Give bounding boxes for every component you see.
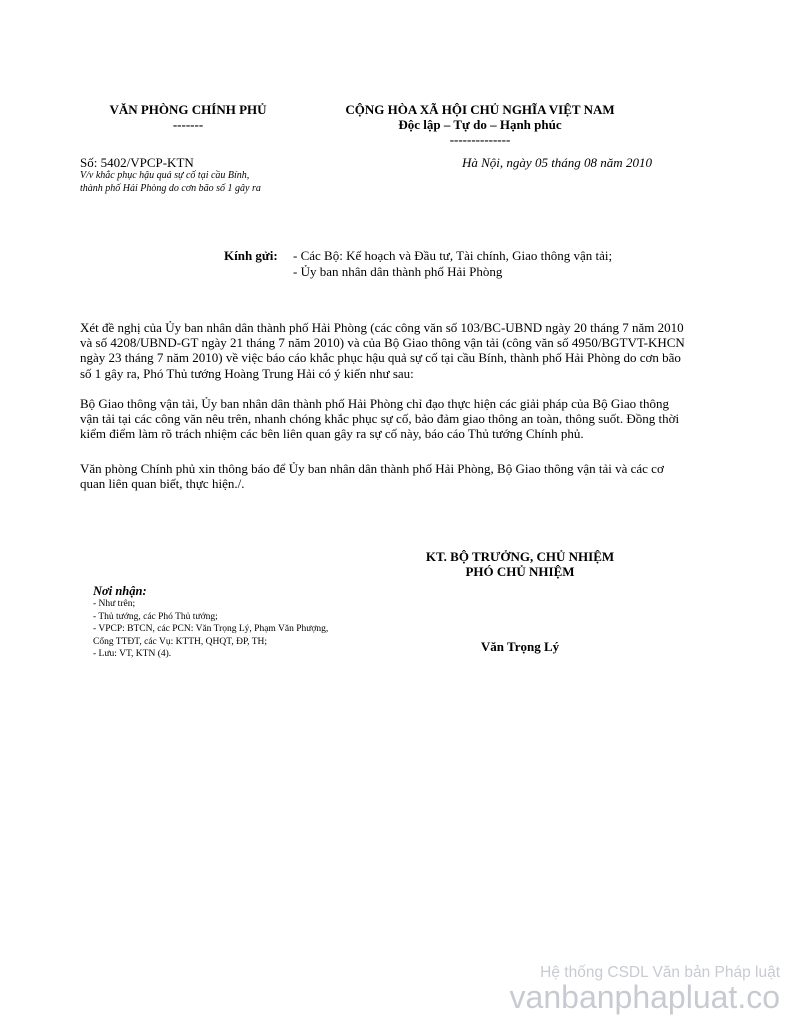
signature-title: KT. BỘ TRƯỞNG, CHỦ NHIỆM (425, 549, 615, 564)
distribution-item: - Lưu: VT, KTN (4). (93, 649, 172, 659)
motto: Độc lập – Tự do – Hạnh phúc (398, 117, 562, 132)
distribution-item: - Như trên; (93, 599, 136, 609)
document-number: Số: 5402/VPCP-KTN (80, 155, 194, 170)
agency-rule: ------- (172, 117, 204, 132)
signature-subtitle: PHÓ CHỦ NHIỆM (465, 564, 575, 579)
distribution-item: - VPCP: BTCN, các PCN: Văn Trọng Lý, Phạm Văn Phượng, (93, 624, 329, 634)
paragraph-line: số 1 gây ra, Phó Thủ tướng Hoàng Trung Hải có ý kiến như sau: (80, 365, 414, 381)
distribution-label: Nơi nhận: (93, 584, 147, 598)
subject-line: thành phố Hải Phòng do cơn bão số 1 gây ra (80, 182, 261, 194)
place-date: Hà Nội, ngày 05 tháng 08 năm 2010 (462, 155, 652, 170)
recipient-item: - Ủy ban nhân dân thành phố Hải Phòng (293, 264, 503, 279)
distribution-item: Cổng TTĐT, các Vụ: KTTH, QHQT, ĐP, TH; (93, 636, 268, 647)
signer-name: Văn Trọng Lý (480, 639, 560, 654)
watermark-site: vanbanphapluat.co (509, 979, 780, 1015)
subject-line: V/v khắc phục hậu quả sự cố tại cầu Bính, (80, 170, 250, 181)
paragraph-line: quan liên quan biết, thực hiện./. (80, 476, 245, 492)
motto-rule: -------------- (449, 132, 511, 147)
body-paragraph-3 (80, 461, 664, 491)
document-subject (80, 170, 261, 195)
paragraph-line: ngày 23 tháng 7 năm 2010) về việc báo cáo khắc phục hậu quả sự cố tại cầu Bính, thành phố Hải Phòng do cơn bão (80, 350, 681, 366)
recipient-item: - Các Bộ: Kế hoạch và Đầu tư, Tài chính, Giao thông vận tải; (293, 248, 613, 263)
recipients-list (293, 248, 612, 280)
recipients-label: Kính gửi: (224, 248, 278, 263)
paragraph-line: Văn phòng Chính phủ xin thông báo để Ủy ban nhân dân thành phố Hải Phòng, Bộ Giao thông vận tải và các cơ (80, 461, 664, 476)
body-paragraph-1 (80, 320, 685, 381)
nation-title: CỘNG HÒA XÃ HỘI CHỦ NGHĨA VIỆT NAM (345, 102, 615, 117)
paragraph-line: Xét đề nghị của Ủy ban nhân dân thành phố Hải Phòng (các công văn số 103/BC-UBND ngày 20 tháng 7 năm 2010 (80, 320, 684, 335)
watermark-caption: Hệ thống CSDL Văn bản Pháp luật (540, 964, 780, 981)
paragraph-line: kiểm điểm làm rõ trách nhiệm các bên liên quan gây ra sự cố này, báo cáo Thủ tướng Chính phủ. (80, 426, 584, 442)
agency-name: VĂN PHÒNG CHÍNH PHỦ (109, 102, 267, 117)
paragraph-line: và số 4208/UBND-GT ngày 21 tháng 7 năm 2010) và của Bộ Giao thông vận tải (công văn số 4950/BGTVT-KHCN (80, 335, 685, 351)
distribution-item: - Thủ tướng, các Phó Thủ tướng; (93, 611, 218, 622)
body-paragraph-2 (80, 396, 679, 442)
paragraph-line: vận tải tại các công văn nêu trên, nhanh chóng khắc phục sự cố, bảo đảm giao thông an toàn, thông suốt. Đồng thời (80, 411, 680, 427)
paragraph-line: Bộ Giao thông vận tải, Ủy ban nhân dân thành phố Hải Phòng chỉ đạo thực hiện các giải pháp của Bộ Giao thông (80, 396, 670, 411)
distribution-list (93, 598, 328, 661)
